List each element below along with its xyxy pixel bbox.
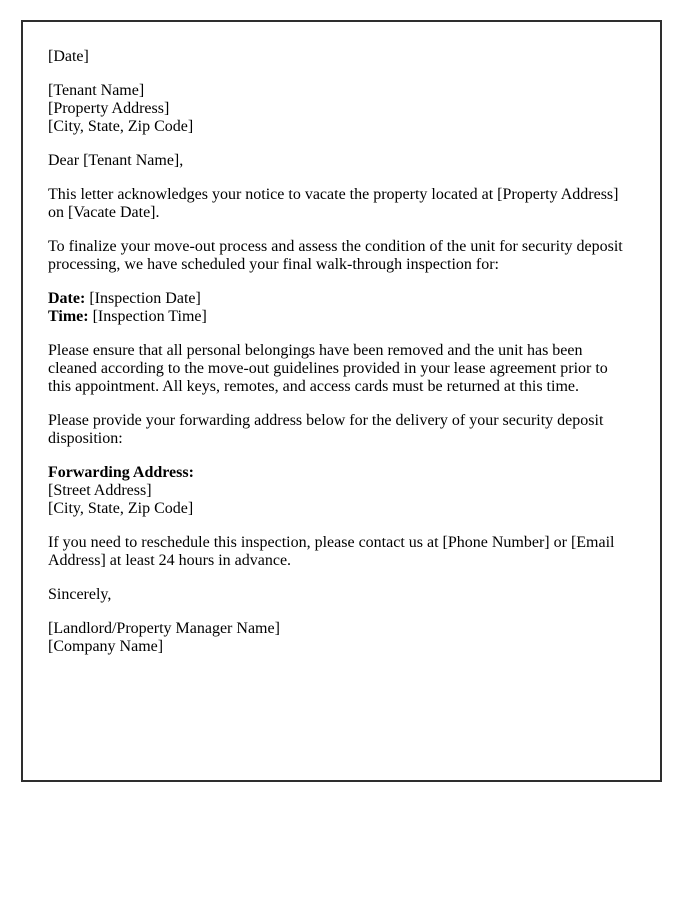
salutation: Dear [Tenant Name],: [48, 152, 184, 169]
closing: Sincerely,: [48, 586, 112, 603]
paragraph-line: on [Vacate Date].: [48, 204, 160, 221]
forwarding-address-heading: Forwarding Address:: [48, 464, 194, 481]
inspection-date-line: [48, 290, 632, 308]
date-block: [48, 48, 632, 66]
recipient-address-line: [Property Address]: [48, 100, 170, 117]
paragraph-line: To finalize your move-out process and assess the condition of the unit for security deposit: [48, 238, 623, 255]
forwarding-street-line: [Street Address]: [48, 482, 152, 499]
signature-block: [48, 620, 632, 656]
inspection-intro-paragraph: [48, 238, 632, 274]
closing-block: [48, 586, 632, 604]
acknowledgement-paragraph: [48, 186, 632, 222]
paragraph-line: If you need to reschedule this inspection, please contact us at [Phone Number] or [Email: [48, 534, 615, 551]
forwarding-address-block: [48, 464, 632, 518]
inspection-schedule-block: [48, 290, 632, 326]
letter-body: [23, 22, 660, 656]
paragraph-line: Address] at least 24 hours in advance.: [48, 552, 292, 569]
date-placeholder: [Date]: [48, 48, 89, 65]
paragraph-line: This letter acknowledges your notice to vacate the property located at [Property Address]: [48, 186, 619, 203]
recipient-city-line: [City, State, Zip Code]: [48, 118, 194, 135]
salutation-block: [48, 152, 632, 170]
inspection-date-value: [Inspection Date]: [89, 290, 201, 307]
paragraph-line: processing, we have scheduled your final walk-through inspection for:: [48, 256, 499, 273]
company-name: [Company Name]: [48, 638, 164, 655]
inspection-time-value: [Inspection Time]: [92, 308, 207, 325]
forwarding-intro-paragraph: [48, 412, 632, 448]
paragraph-line: disposition:: [48, 430, 123, 447]
signature-name: [Landlord/Property Manager Name]: [48, 620, 280, 637]
move-out-instructions-paragraph: [48, 342, 632, 396]
inspection-time-line: [48, 308, 632, 326]
paragraph-line: cleaned according to the move-out guidelines provided in your lease agreement prior to: [48, 360, 608, 377]
recipient-address-block: [48, 82, 632, 136]
inspection-date-label: Date:: [48, 290, 86, 307]
paragraph-line: Please ensure that all personal belongings have been removed and the unit has been: [48, 342, 583, 359]
paragraph-line: Please provide your forwarding address below for the delivery of your security deposit: [48, 412, 604, 429]
reschedule-paragraph: [48, 534, 632, 570]
forwarding-city-line: [City, State, Zip Code]: [48, 500, 194, 517]
inspection-time-label: Time:: [48, 308, 89, 325]
recipient-name-line: [Tenant Name]: [48, 82, 145, 99]
paragraph-line: this appointment. All keys, remotes, and access cards must be returned at this time.: [48, 378, 579, 395]
letter-page: [21, 20, 662, 782]
